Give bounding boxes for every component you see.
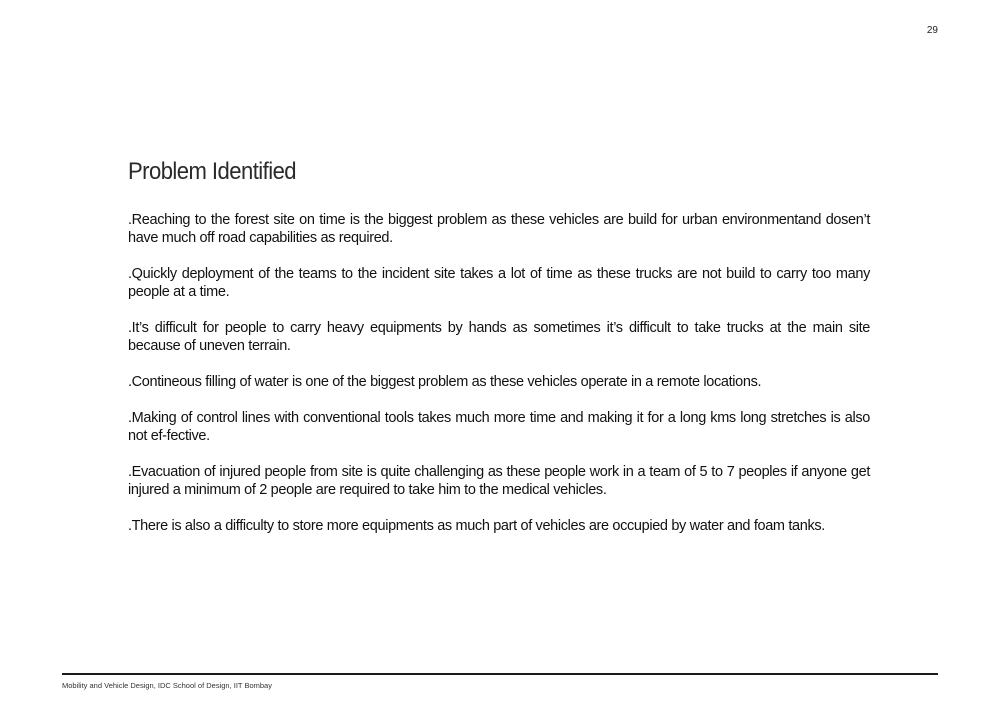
problem-item: .Quickly deployment of the teams to the incident site takes a lot of time as these trucks are not build to carry too many people at a time. — [128, 266, 870, 300]
problem-item: .It’s difficult for people to carry heavy equipments by hands as sometimes it’s difficult to take trucks at the main site because of uneven terrain. — [128, 320, 870, 354]
problem-item: .Making of control lines with conventional tools takes much more time and making it for a long kms long stretches is also not ef-fective. — [128, 410, 870, 444]
page-number: 29 — [926, 25, 938, 36]
footer-divider — [62, 673, 938, 675]
problem-item: .Reaching to the forest site on time is the biggest problem as these vehicles are build for urban environmentand dosen’t have much off road capabilities as required. — [128, 212, 870, 246]
main-content — [128, 158, 870, 553]
problem-list — [128, 211, 870, 535]
problem-item: .There is also a difficulty to store more equipments as much part of vehicles are occupied by water and foam tanks. — [128, 518, 825, 534]
problem-item: .Evacuation of injured people from site is quite challenging as these people work in a team of 5 to 7 peoples if anyone get injured a minimum of 2 people are required to take him to the medical vehicles. — [128, 464, 870, 498]
footer-credit: Mobility and Vehicle Design, IDC School of Design, IIT Bombay — [62, 681, 272, 690]
problem-item: .Contineous filling of water is one of the biggest problem as these vehicles operate in a remote locations. — [128, 374, 762, 390]
page-title: Problem Identified — [128, 158, 297, 185]
